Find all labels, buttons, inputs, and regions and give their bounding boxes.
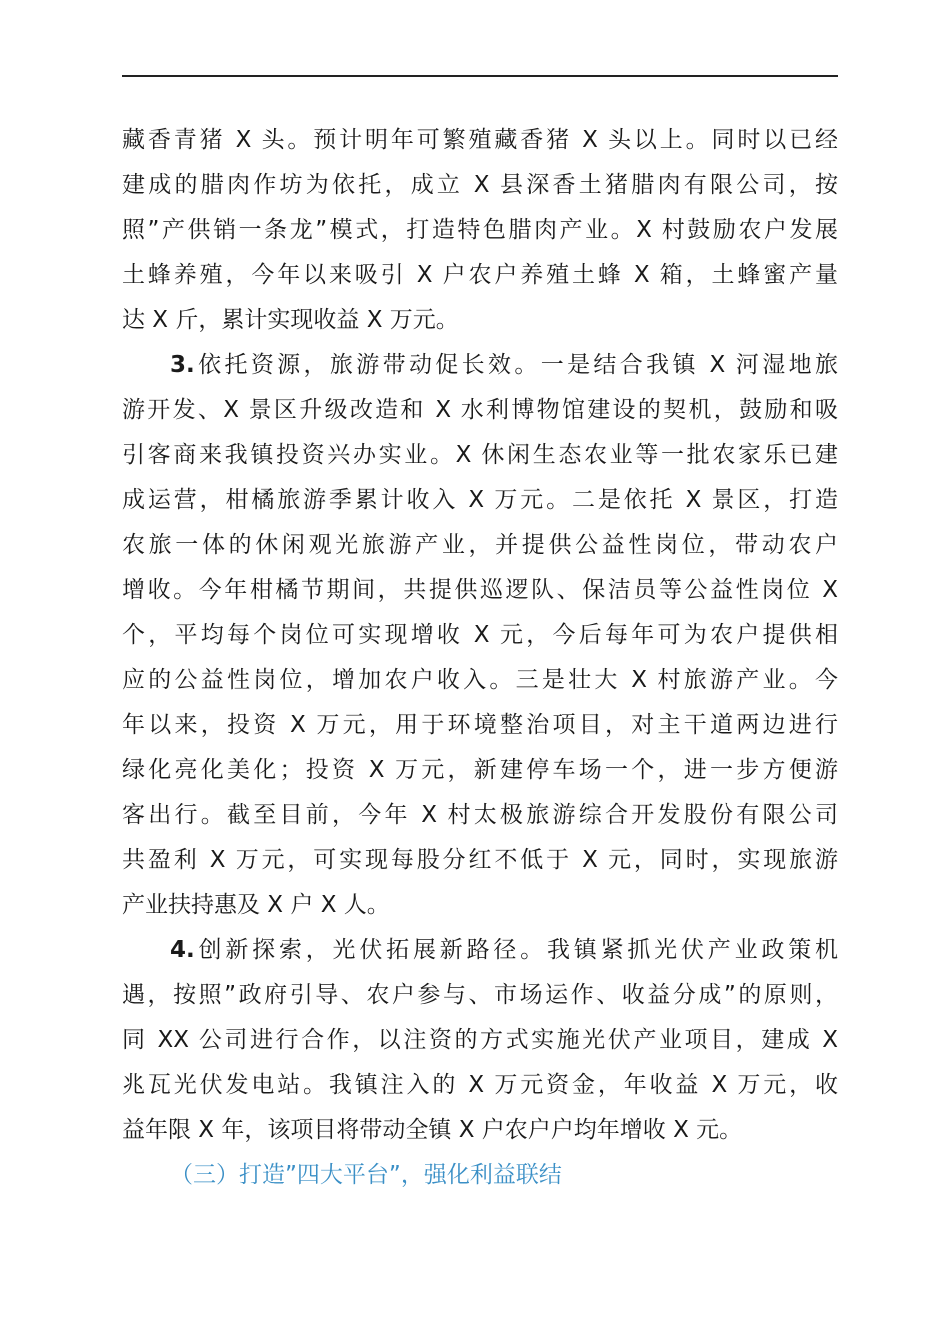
text-line: 增收。今年柑橘节期间，共提供巡逻队、保洁员等公益性岗位 X	[122, 577, 838, 603]
header-rule	[122, 75, 838, 77]
text-line: 遇，按照”政府引导、农户参与、市场运作、收益分成”的原则，	[122, 982, 838, 1008]
text-line: 藏香青猪 X 头。预计明年可繁殖藏香猪 X 头以上。同时以已经	[122, 127, 838, 153]
text-line: 绿化亮化美化；投资 X 万元，新建停车场一个，进一步方便游	[122, 757, 838, 783]
item-number: 4.	[170, 937, 195, 963]
text-line: 引客商来我镇投资兴办实业。X 休闲生态农业等一批农家乐已建	[122, 442, 838, 468]
item-number: 3.	[170, 352, 195, 378]
text-line-first	[122, 343, 838, 388]
text-line: 农旅一体的休闲观光旅游产业，并提供公益性岗位，带动农户	[122, 532, 838, 558]
paragraph-tourism	[122, 343, 838, 928]
text-line: 达 X 斤，累计实现收益 X 万元。	[122, 307, 459, 333]
text-line: 益年限 X 年，该项目将带动全镇 X 户农户户均年增收 X 元。	[122, 1117, 743, 1143]
text-line: 游开发、X 景区升级改造和 X 水利博物馆建设的契机，鼓励和吸	[122, 397, 838, 423]
text-line: 建成的腊肉作坊为依托，成立 X 县深香土猪腊肉有限公司，按	[122, 172, 838, 198]
paragraph-photovoltaic	[122, 928, 838, 1153]
document-body	[122, 118, 838, 1198]
text-line: 年以来，投资 X 万元，用于环境整治项目，对主干道两边进行	[122, 712, 838, 738]
text-line: 成运营，柑橘旅游季累计收入 X 万元。二是依托 X 景区，打造	[122, 487, 838, 513]
item-lead-text: 依托资源，旅游带动促长效。一是结合我镇 X 河湿地旅	[194, 352, 838, 378]
text-line: 应的公益性岗位，增加农户收入。三是壮大 X 村旅游产业。今	[122, 667, 838, 693]
text-line: 同 XX 公司进行合作，以注资的方式实施光伏产业项目，建成 X	[122, 1027, 838, 1053]
text-line-first	[122, 928, 838, 973]
text-line: 照”产供销一条龙”模式，打造特色腊肉产业。X 村鼓励农户发展	[122, 217, 838, 243]
text-line: 客出行。截至目前，今年 X 村太极旅游综合开发股份有限公司	[122, 802, 838, 828]
text-line: 土蜂养殖，今年以来吸引 X 户农户养殖土蜂 X 箱，土蜂蜜产量	[122, 262, 838, 288]
text-line: 兆瓦光伏发电站。我镇注入的 X 万元资金，年收益 X 万元，收	[122, 1072, 838, 1098]
item-lead-text: 创新探索，光伏拓展新路径。我镇紧抓光伏产业政策机	[194, 937, 838, 963]
paragraph-livestock	[122, 118, 838, 343]
section-heading: （三）打造”四大平台”，强化利益联结	[170, 1162, 562, 1188]
text-line: 共盈利 X 万元，可实现每股分红不低于 X 元，同时，实现旅游	[122, 847, 838, 873]
text-line: 产业扶持惠及 X 户 X 人。	[122, 892, 390, 918]
text-line: 个，平均每个岗位可实现增收 X 元，今后每年可为农户提供相	[122, 622, 838, 648]
